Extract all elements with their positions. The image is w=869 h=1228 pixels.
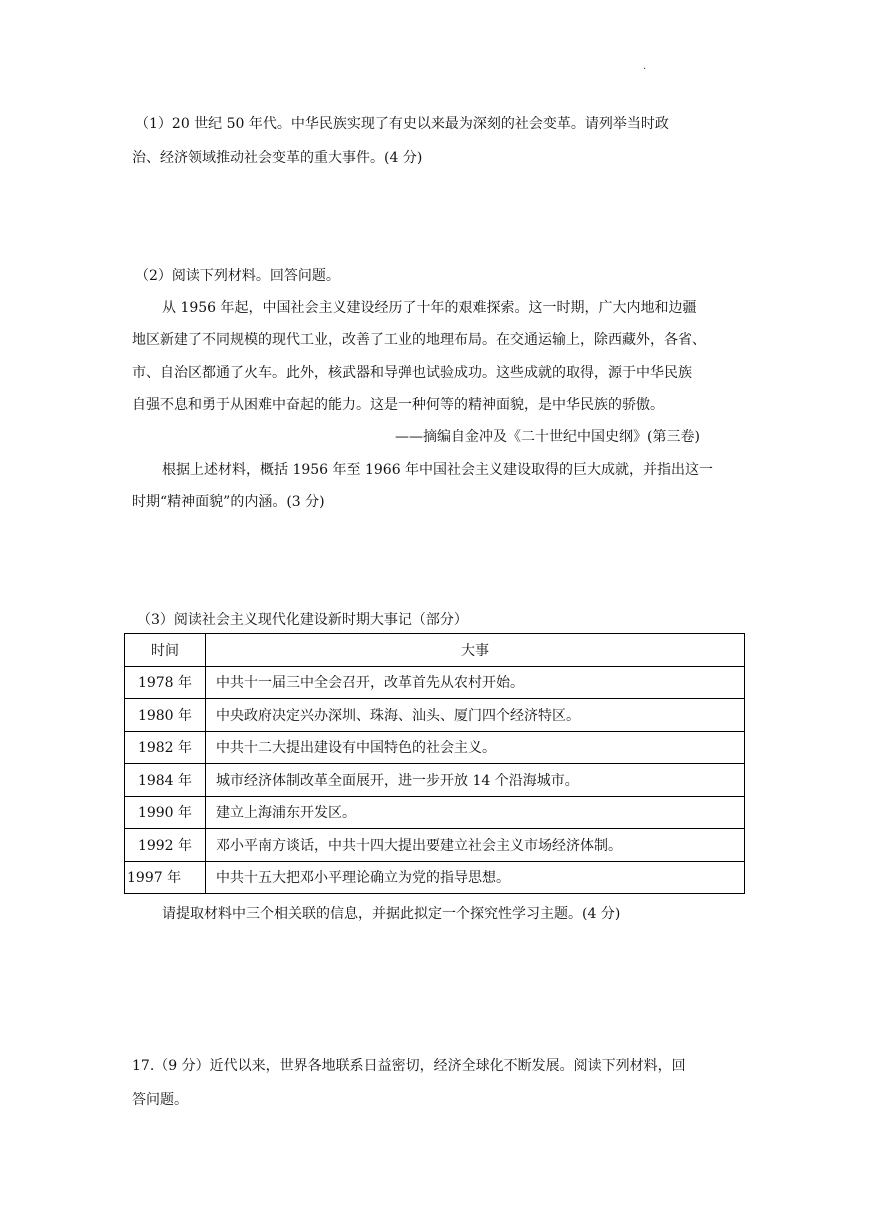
row-year: 1997 年	[125, 861, 206, 894]
row-year: 1978 年	[125, 666, 206, 699]
q2-question-line2: 时期“精神面貌”的内涵。(3 分)	[132, 494, 325, 510]
row-event: 建立上海浦东开发区。	[206, 796, 745, 829]
q17-line2: 答问题。	[132, 1092, 188, 1108]
row-year: 1980 年	[125, 699, 206, 732]
q2-intro: （2）阅读下列材料。回答问题。	[135, 268, 340, 284]
row-event: 中共十二大提出建设有中国特色的社会主义。	[206, 731, 745, 764]
row-year: 1990 年	[125, 796, 206, 829]
table-row	[125, 699, 745, 732]
q2-source: ——摘编自金冲及《二十世纪中国史纲》(第三卷)	[395, 429, 700, 445]
q3-question: 请提取材料中三个相关联的信息，并据此拟定一个探究性学习主题。(4 分)	[162, 906, 621, 922]
q2-material-line4: 自强不息和勇于从困难中奋起的能力。这是一种何等的精神面貌，是中华民族的骄傲。	[132, 397, 664, 413]
row-year: 1992 年	[125, 829, 206, 862]
events-table	[124, 633, 745, 894]
q1-line1: （1）20 世纪 50 年代。中华民族实现了有史以来最为深刻的社会变革。请列举当时政	[135, 116, 669, 132]
q1-line2: 治、经济领域推动社会变革的重大事件。(4 分)	[132, 150, 423, 166]
header-mark: ·	[643, 64, 647, 75]
row-year: 1982 年	[125, 731, 206, 764]
q2-material-line3: 市、自治区都通了火车。此外，核武器和导弹也试验成功。这些成就的取得，源于中华民族	[132, 365, 692, 381]
table-row	[125, 666, 745, 699]
table-row	[125, 829, 745, 862]
table-row	[125, 731, 745, 764]
table-header-row	[125, 634, 745, 667]
row-event: 中共十五大把邓小平理论确立为党的指导思想。	[206, 861, 745, 894]
q17-line1: 17.（9 分）近代以来，世界各地联系日益密切，经济全球化不断发展。阅读下列材料，回	[132, 1058, 686, 1074]
header-event: 大事	[206, 634, 745, 667]
row-event: 中共十一届三中全会召开，改革首先从农村开始。	[206, 666, 745, 699]
row-year: 1984 年	[125, 764, 206, 797]
header-time: 时间	[125, 634, 206, 667]
q2-material-line2: 地区新建了不同规模的现代工业，改善了工业的地理布局。在交通运输上，除西藏外，各省、	[132, 332, 706, 348]
table-row	[125, 861, 745, 894]
table-row	[125, 796, 745, 829]
q2-question-line1: 根据上述材料，概括 1956 年至 1966 年中国社会主义建设取得的巨大成就，并指出这一	[162, 462, 714, 478]
q3-intro: （3）阅读社会主义现代化建设新时期大事记（部分）	[137, 612, 468, 628]
row-event: 城市经济体制改革全面展开，进一步开放 14 个沿海城市。	[206, 764, 745, 797]
table-row	[125, 764, 745, 797]
row-event: 中央政府决定兴办深圳、珠海、汕头、厦门四个经济特区。	[206, 699, 745, 732]
row-event: 邓小平南方谈话，中共十四大提出要建立社会主义市场经济体制。	[206, 829, 745, 862]
q2-material-line1: 从 1956 年起，中国社会主义建设经历了十年的艰难探索。这一时期，广大内地和边疆	[162, 300, 697, 316]
